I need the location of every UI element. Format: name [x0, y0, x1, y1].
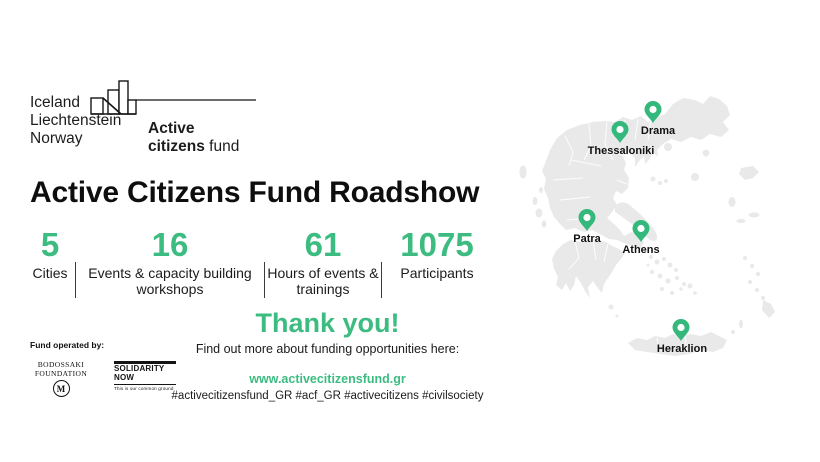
solidarity-now-logo	[114, 361, 176, 391]
stat-cities	[25, 227, 75, 281]
stat-cities-value: 5	[40, 226, 60, 263]
bodossaki-foundation-logo	[30, 361, 92, 397]
map-label-patra: Patra	[573, 233, 601, 245]
lesbos-island	[739, 166, 759, 180]
country-norway: Norway	[30, 130, 83, 147]
map-label-thessaloniki: Thessaloniki	[587, 145, 655, 157]
program-word-fund: fund	[209, 138, 240, 155]
program-name	[148, 120, 239, 156]
stat-participants	[382, 227, 492, 281]
peloponnese	[552, 239, 625, 298]
map-label-heraklion: Heraklion	[656, 343, 708, 355]
program-word-citizens: citizens	[148, 138, 205, 155]
page-title: Active Citizens Fund Roadshow	[30, 176, 480, 209]
stat-participants-label: Participants	[400, 265, 474, 281]
country-liechtenstein: Liechtenstein	[30, 112, 122, 129]
donor-countries	[30, 94, 121, 148]
solidarity-name-line2: NOW	[114, 372, 135, 382]
solidarity-tagline: This is our common ground	[114, 384, 176, 391]
solidarity-name-line1: SOLIDARITY	[114, 364, 165, 373]
operator-logos	[30, 361, 176, 397]
stats-row	[25, 227, 492, 298]
map-label-athens: Athens	[622, 244, 660, 256]
thank-you-block	[105, 308, 550, 356]
greece-map	[505, 60, 815, 370]
stat-participants-value: 1075	[400, 226, 474, 263]
stat-events-label: Events & capacity building workshops	[88, 265, 252, 297]
stat-events-value: 16	[151, 226, 189, 263]
rhodes-island	[762, 300, 775, 318]
bodossaki-monogram-icon: M	[53, 380, 70, 397]
bodossaki-name-line2: FOUNDATION	[34, 368, 88, 378]
map-label-drama: Drama	[640, 125, 676, 137]
fund-operated-by-label: Fund operated by:	[30, 340, 105, 350]
stat-hours-label: Hours of events & trainings	[267, 265, 379, 297]
bodossaki-name-line1: BODOSSAKI	[37, 360, 85, 369]
stat-cities-label: Cities	[32, 265, 68, 281]
country-iceland: Iceland	[30, 94, 80, 111]
find-out-more-text: Find out more about funding opportunities here:	[195, 342, 460, 356]
hashtags: #activecitizensfund_GR #acf_GR #activecitizens #civilsociety	[171, 390, 484, 402]
website-link[interactable]: www.activecitizensfund.gr	[249, 372, 406, 386]
stat-hours-value: 61	[304, 226, 342, 263]
thank-you-text: Thank you!	[255, 308, 400, 338]
stat-hours	[265, 227, 381, 297]
program-word-active: Active	[148, 120, 195, 137]
stat-events	[76, 227, 264, 297]
